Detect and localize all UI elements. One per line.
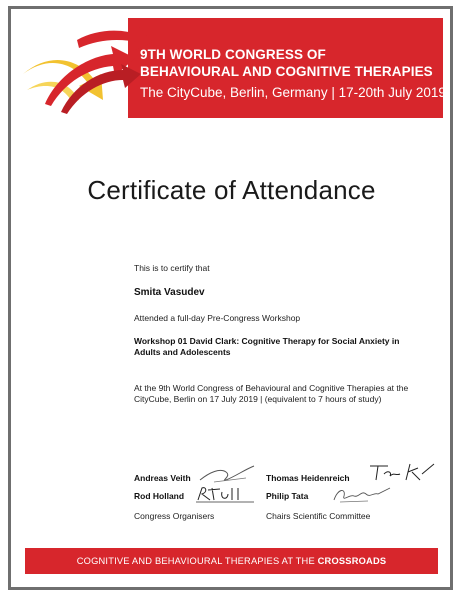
congress-arrow-logo-icon	[17, 16, 157, 120]
venue-statement: At the 9th World Congress of Behavioural and Cognitive Therapies at the CityCube, Berlin on 17 July 2019 | (equivalent to 7 hours of study)	[134, 383, 409, 404]
organiser-1-signature-icon	[196, 462, 258, 486]
attendee-name: Smita Vasudev	[134, 287, 205, 298]
organisers-role: Congress Organisers	[134, 511, 215, 521]
footer-text-bold: CROSSROADS	[317, 556, 387, 566]
footer-text-regular: COGNITIVE AND BEHAVIOURAL THERAPIES AT THE	[76, 556, 318, 566]
chair-1-name: Thomas Heidenreich	[266, 473, 350, 483]
congress-title-line1: 9TH WORLD CONGRESS OF	[140, 47, 326, 62]
organiser-1-name: Andreas Veith	[134, 473, 191, 483]
chair-2-name: Philip Tata	[266, 491, 309, 501]
organiser-2-signature-icon	[194, 484, 260, 506]
footer-banner	[25, 548, 438, 574]
chairs-role: Chairs Scientific Committee	[266, 511, 371, 521]
organiser-2-name: Rod Holland	[134, 491, 185, 501]
workshop-title: Workshop 01 David Clark: Cognitive Therapy for Social Anxiety in Adults and Adolescents	[134, 336, 400, 357]
attended-text: Attended a full-day Pre-Congress Workshop	[134, 313, 301, 323]
chair-2-signature-icon	[328, 484, 394, 506]
certify-text: This is to certify that	[134, 263, 210, 273]
congress-title-line2: BEHAVIOURAL AND COGNITIVE THERAPIES	[140, 64, 433, 79]
chair-1-signature-icon	[366, 460, 438, 484]
congress-header	[17, 16, 446, 120]
congress-venue-date: The CityCube, Berlin, Germany | 17-20th July 2019	[140, 85, 446, 100]
certificate-title: Certificate of Attendance	[87, 175, 376, 205]
